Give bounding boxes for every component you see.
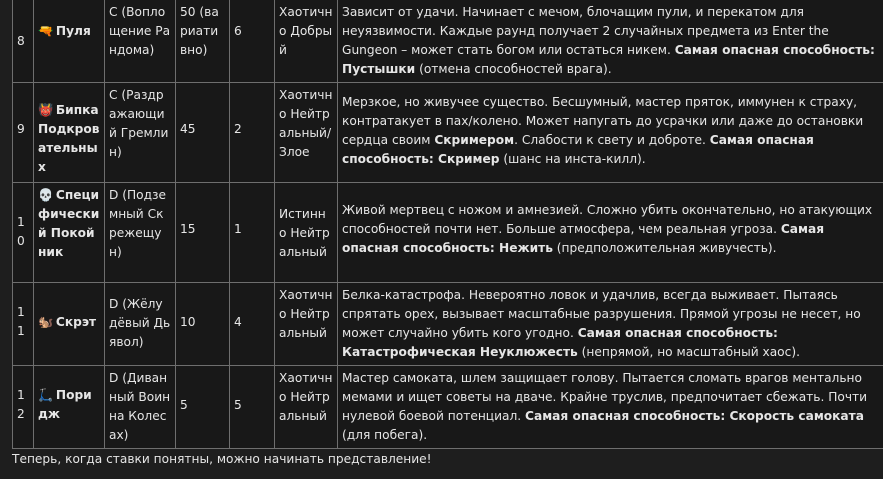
character-name-cell <box>34 283 105 366</box>
gun-icon: 🔫 <box>38 24 54 38</box>
ability-label: Самая опасная способность: <box>342 222 825 255</box>
power-cell: 45 <box>176 83 230 183</box>
character-name-cell <box>34 83 105 183</box>
power-cell: 15 <box>176 183 230 283</box>
description-cell <box>338 0 883 83</box>
character-name: Бипка Подкровательных <box>38 103 100 174</box>
row-number: 11 <box>13 283 34 366</box>
row-number: 12 <box>13 366 34 449</box>
description-cell <box>338 283 883 366</box>
description-text: Мерзкое, но живучее существо. Бесшумный, мастер пряток, иммунен к страху, контратакует в пах/колено. Может напугать до усрачки или даже до остановки сердца своим <box>342 95 864 147</box>
alignment-cell: Хаотично Добрый <box>275 0 338 83</box>
row-number: 10 <box>13 183 34 283</box>
closing-text: Теперь, когда ставки понятны, можно начинать представление! <box>12 452 432 466</box>
character-name-cell <box>34 366 105 449</box>
ogre-icon: 👹 <box>38 103 54 117</box>
character-name: Пуля <box>55 24 91 38</box>
table-row <box>13 283 883 366</box>
power-cell: 10 <box>176 283 230 366</box>
description-cell <box>338 366 883 449</box>
character-name: Скрэт <box>55 315 97 329</box>
table-row <box>13 83 883 183</box>
squirrel-icon: 🐿️ <box>38 315 54 329</box>
description-text: Белка-катастрофа. Невероятно ловок и удачлив, всегда выживает. Пытаясь спрятать орех, вызывает масштабные разрушения. Прямой угрозы не несет, но может случайно убить кого угодно. <box>342 288 861 340</box>
ability-inline: Скримером <box>434 133 515 147</box>
character-name-cell <box>34 0 105 83</box>
ability-note: (шанс на инста-килл). <box>499 152 646 166</box>
threat-cell: 4 <box>230 283 275 366</box>
character-name-cell <box>34 183 105 283</box>
rank-cell: D (Диванный Воин на Колесах) <box>105 366 176 449</box>
rank-cell: D (Жёлудёвый Дьявол) <box>105 283 176 366</box>
description-text: Зависит от удачи. Начинает с мечом, блочащим пули, и перекатом для неуязвимости. Каждые раунд получает 2 случайных предмета из Enter the Gungeon – может стать богом или остаться никем. <box>342 5 829 57</box>
alignment-cell: Истинно Нейтральный <box>275 183 338 283</box>
ability-label: Самая опасная способность: <box>577 326 778 340</box>
description-cell <box>338 183 883 283</box>
ability-name: Нежить <box>499 241 553 255</box>
description-text-2: . Слабости к свету и доброте. <box>514 133 710 147</box>
alignment-cell: Хаотично Нейтральный/ Злое <box>275 83 338 183</box>
description-text: Живой мертвец с ножом и амнезией. Сложно убить окончательно, но атакующих способностей почти нет. Больше атмосфера, чем реальная угроза. <box>342 203 873 236</box>
table-row <box>13 183 883 283</box>
table-row <box>13 366 883 449</box>
description-cell <box>338 83 883 183</box>
ability-note: (предположительная живучесть). <box>552 241 777 255</box>
threat-cell: 2 <box>230 83 275 183</box>
row-number: 8 <box>13 0 34 83</box>
ability-note: (отмена способностей врага). <box>415 62 612 76</box>
skull-icon: 💀 <box>38 188 54 202</box>
power-cell: 5 <box>176 366 230 449</box>
threat-cell: 1 <box>230 183 275 283</box>
rank-cell: D (Подземный Скрежещун) <box>105 183 176 283</box>
threat-cell: 5 <box>230 366 275 449</box>
ability-name: Пустышки <box>342 62 416 76</box>
ability-name: Скорость самоката <box>729 409 864 423</box>
ability-name: Катастрофическая Неуклюжесть <box>342 345 578 359</box>
rank-cell: C (Воплощение Рандома) <box>105 0 176 83</box>
rank-cell: C (Раздражающий Гремлин) <box>105 83 176 183</box>
character-table <box>12 0 883 449</box>
ability-note: (непрямой, но масштабный хаос). <box>577 345 800 359</box>
ability-label: Самая опасная способность: <box>525 409 730 423</box>
alignment-cell: Хаотично Нейтральный <box>275 366 338 449</box>
character-name: Специфический Покойник <box>38 188 100 259</box>
ability-label: Самая опасная способность: <box>342 133 814 166</box>
alignment-cell: Хаотично Нейтральный <box>275 283 338 366</box>
row-number: 9 <box>13 83 34 183</box>
description-text: Мастер самоката, шлем защищает голову. Пытается сломать врагов ментально мемами и ищет советы на дваче. Крайне труслив, предпочитает сбежать. Почти нулевой боевой потенциал. <box>342 371 868 423</box>
character-name: Поридж <box>38 388 92 421</box>
table-row <box>13 0 883 83</box>
threat-cell: 6 <box>230 0 275 83</box>
ability-name: Скример <box>438 152 500 166</box>
ability-label: Самая опасная способность: <box>674 43 875 57</box>
ability-note: (для побега). <box>342 428 428 442</box>
power-cell: 50 (вариативно) <box>176 0 230 83</box>
scooter-icon: 🛴 <box>38 388 54 402</box>
